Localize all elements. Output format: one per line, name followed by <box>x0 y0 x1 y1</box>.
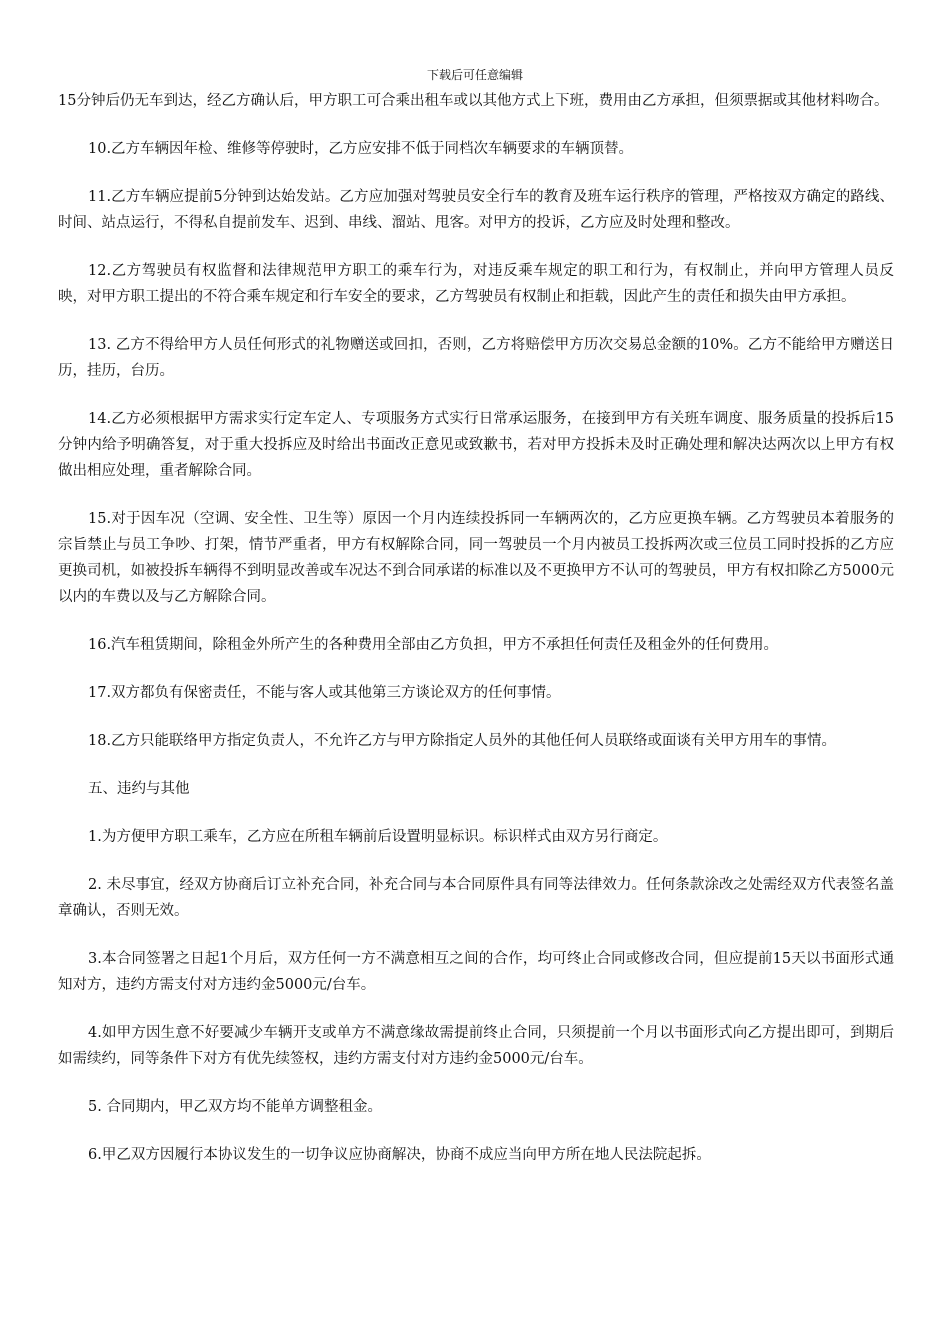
paragraph-continuation: 15分钟后仍无车到达，经乙方确认后，甲方职工可合乘出租车或以其他方式上下班，费用由乙方承担，但须票据或其他材料吻合。 <box>58 93 889 109</box>
paragraph-clause-15: 15.对于因车况（空调、安全性、卫生等）原因一个月内连续投拆同一车辆两次的，乙方应更换车辆。乙方驾驶员本着服务的宗旨禁止与员工争吵、打架，情节严重者，甲方有权解除合同，同一驾驶员一个月内被员工投拆两次或三位员工同时投拆的乙方应更换司机，如被投拆车辆得不到明显改善或车况达不到合同承诺的标准以及不更换甲方不认可的驾驶员，甲方有权扣除乙方5000元以内的车费以及与乙方解除合同。 <box>58 511 894 605</box>
page-header-note: 下载后可任意编辑 <box>426 68 523 82</box>
paragraph-breach-6: 6.甲乙双方因履行本协议发生的一切争议应协商解决，协商不成应当向甲方所在地人民法院起拆。 <box>88 1147 711 1163</box>
paragraph-clause-12: 12.乙方驾驶员有权监督和法律规范甲方职工的乘车行为，对违反乘车规定的职工和行为，有权制止，并向甲方管理人员反映，对甲方职工提出的不符合乘车规定和行车安全的要求，乙方驾驶员有权制止和拒载，因此产生的责任和损失由甲方承担。 <box>58 263 894 305</box>
paragraph-clause-11: 11.乙方车辆应提前5分钟到达始发站。乙方应加强对驾驶员安全行车的教育及班车运行秩序的管理，严格按双方确定的路线、时间、站点运行，不得私自提前发车、迟到、串线、溜站、甩客。对甲方的投诉，乙方应及时处理和整改。 <box>58 189 894 231</box>
paragraph-breach-5: 5. 合同期内，甲乙双方均不能单方调整租金。 <box>88 1099 382 1115</box>
paragraph-clause-14: 14.乙方必须根据甲方需求实行定车定人、专项服务方式实行日常承运服务，在接到甲方有关班车调度、服务质量的投拆后15分钟内给予明确答复，对于重大投拆应及时给出书面改正意见或致歉书，若对甲方投拆未及时正确处理和解决达两次以上甲方有权做出相应处理，重者解除合同。 <box>58 411 894 479</box>
paragraph-clause-18: 18.乙方只能联络甲方指定负责人，不允许乙方与甲方除指定人员外的其他任何人员联络或面谈有关甲方用车的事情。 <box>88 733 837 749</box>
paragraph-breach-4: 4.如甲方因生意不好要减少车辆开支或单方不满意缘故需提前终止合同，只须提前一个月以书面形式向乙方提出即可，到期后如需续约，同等条件下对方有优先续签权，违约方需支付对方违约金5000元/台车。 <box>58 1025 894 1067</box>
paragraph-breach-3: 3.本合同签署之日起1个月后，双方任何一方不满意相互之间的合作，均可终止合同或修改合同，但应提前15天以书面形式通知对方，违约方需支付对方违约金5000元/台车。 <box>58 951 894 993</box>
paragraph-clause-16: 16.汽车租赁期间，除租金外所产生的各种费用全部由乙方负担，甲方不承担任何责任及租金外的任何费用。 <box>88 637 779 653</box>
paragraph-clause-10: 10.乙方车辆因年检、维修等停驶时，乙方应安排不低于同档次车辆要求的车辆顶替。 <box>88 141 634 157</box>
paragraph-breach-1: 1.为方便甲方职工乘车，乙方应在所租车辆前后设置明显标识。标识样式由双方另行商定。 <box>88 829 668 845</box>
paragraph-breach-2: 2. 未尽事宜，经双方协商后订立补充合同，补充合同与本合同原件具有同等法律效力。任何条款涂改之处需经双方代表签名盖章确认，否则无效。 <box>58 877 894 919</box>
paragraph-clause-13: 13. 乙方不得给甲方人员任何形式的礼物赠送或回扣，否则，乙方将赔偿甲方历次交易总金额的10%。乙方不能给甲方赠送日历，挂历，台历。 <box>58 337 894 379</box>
document-body <box>58 88 894 1190</box>
paragraph-clause-17: 17.双方都负有保密责任，不能与客人或其他第三方谈论双方的任何事情。 <box>88 685 561 701</box>
section-heading-breach: 五、违约与其他 <box>88 781 190 797</box>
